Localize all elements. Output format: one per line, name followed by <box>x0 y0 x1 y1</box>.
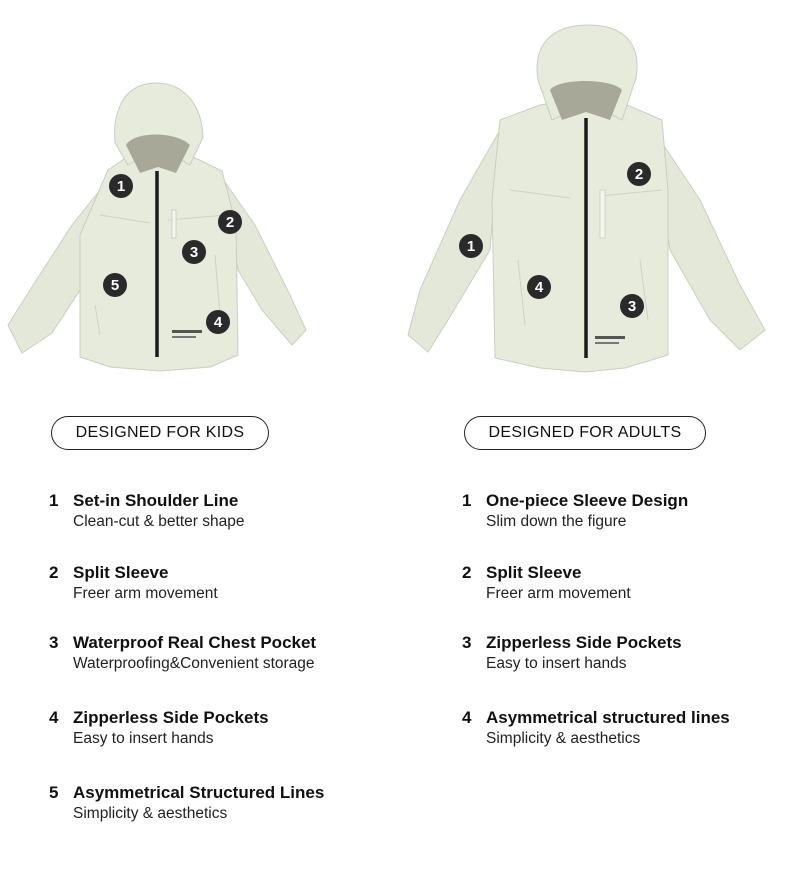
adults-marker-2 <box>627 162 651 186</box>
kids-jacket-illustration <box>0 75 320 385</box>
feature-number: 3 <box>49 633 59 652</box>
feature-description: Slim down the figure <box>486 513 627 530</box>
kids-marker-5 <box>103 273 127 297</box>
feature-title: Zipperless Side Pockets <box>486 633 682 652</box>
feature-description: Simplicity & aesthetics <box>73 805 228 822</box>
feature-title: One-piece Sleeve Design <box>486 491 689 510</box>
feature-number: 2 <box>462 563 472 582</box>
feature-number: 1 <box>49 491 59 510</box>
feature-title: Asymmetrical structured lines <box>486 708 730 727</box>
feature-number: 1 <box>462 491 472 510</box>
adults-jacket-illustration <box>400 20 780 385</box>
feature-description: Easy to insert hands <box>73 730 214 747</box>
svg-text:1: 1 <box>116 178 126 195</box>
kids-marker-4 <box>206 310 230 334</box>
adults-section-heading: DESIGNED FOR ADULTS <box>464 416 706 450</box>
adults-marker-3 <box>620 294 644 318</box>
feature-description: Clean-cut & better shape <box>73 513 245 530</box>
adults-left-sleeve <box>408 130 500 352</box>
kids-jacket-image <box>0 75 320 385</box>
kids-feature-list <box>49 491 389 841</box>
feature-title: Set-in Shoulder Line <box>73 491 239 510</box>
kids-marker-1 <box>109 174 133 198</box>
feature-description: Easy to insert hands <box>486 655 627 672</box>
feature-description: Waterproofing&Convenient storage <box>73 655 315 672</box>
adults-marker-1 <box>459 234 483 258</box>
svg-text:4: 4 <box>534 279 544 296</box>
svg-text:3: 3 <box>627 298 637 315</box>
feature-number: 3 <box>462 633 472 652</box>
adults-marker-4 <box>527 275 551 299</box>
adults-jacket-image <box>400 20 780 385</box>
svg-text:5: 5 <box>110 277 120 294</box>
kids-jacket-body <box>80 147 238 371</box>
feature-title: Asymmetrical Structured Lines <box>73 783 325 802</box>
feature-title: Waterproof Real Chest Pocket <box>73 633 317 652</box>
svg-text:2: 2 <box>634 166 644 183</box>
feature-title: Split Sleeve <box>73 563 169 582</box>
feature-title: Zipperless Side Pockets <box>73 708 269 727</box>
feature-description: Freer arm movement <box>486 585 631 602</box>
feature-number: 4 <box>462 708 472 727</box>
feature-description: Simplicity & aesthetics <box>486 730 641 747</box>
svg-text:1: 1 <box>466 238 476 255</box>
kids-marker-2 <box>218 210 242 234</box>
adults-feature-list <box>462 491 782 771</box>
feature-number: 4 <box>49 708 59 727</box>
feature-number: 2 <box>49 563 59 582</box>
svg-text:2: 2 <box>225 214 235 231</box>
feature-title: Split Sleeve <box>486 563 582 582</box>
feature-description: Freer arm movement <box>73 585 218 602</box>
feature-number: 5 <box>49 783 59 802</box>
kids-marker-3 <box>182 240 206 264</box>
svg-text:4: 4 <box>213 314 223 331</box>
svg-text:3: 3 <box>189 244 199 261</box>
kids-section-heading: DESIGNED FOR KIDS <box>51 416 269 450</box>
adults-jacket-body <box>492 98 668 372</box>
